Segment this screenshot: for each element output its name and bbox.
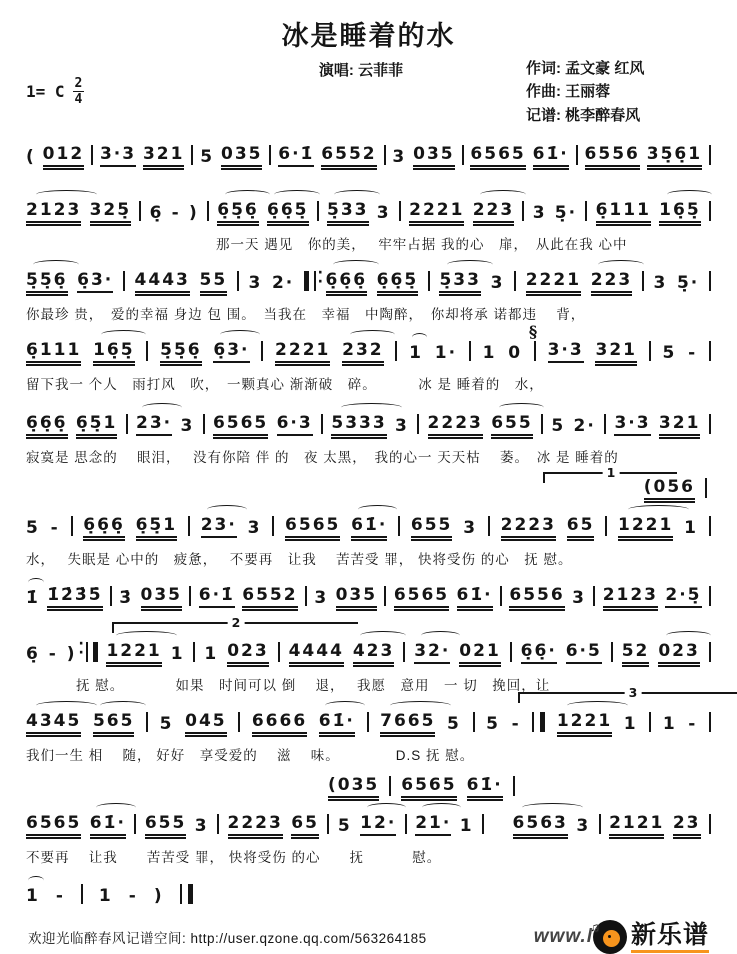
- note-token: 3·3: [548, 340, 584, 363]
- note-token: 5̣5̣6̣: [26, 270, 68, 293]
- note-token: 61̇·: [533, 144, 569, 167]
- note-token: -: [48, 643, 58, 664]
- barline: [191, 145, 193, 165]
- note-token: 1: [482, 342, 497, 363]
- note-token: -: [688, 713, 698, 734]
- barline: [317, 201, 319, 221]
- barline: [709, 341, 711, 361]
- note-token: 012: [43, 144, 85, 167]
- note-token: 2123: [26, 200, 81, 223]
- music-note-icon: ♫: [589, 919, 599, 934]
- note-token: 6̣6̣6̣: [26, 413, 68, 436]
- note-token: -: [50, 517, 60, 538]
- barline: [709, 145, 711, 165]
- barline: [513, 776, 515, 796]
- repeat-start-barline: [304, 271, 316, 291]
- segno-icon: §: [528, 321, 538, 341]
- note-token: 321: [143, 144, 185, 167]
- vinyl-record-icon: [589, 919, 627, 954]
- note-token: 3: [392, 146, 407, 167]
- note-token: 16̣5̣: [93, 340, 135, 363]
- barline: [709, 642, 711, 662]
- note-token: 1: [459, 815, 474, 836]
- note-token: 565: [93, 711, 135, 734]
- note-token: 35̣6̣1: [647, 144, 702, 167]
- note-token: 1: [662, 713, 677, 734]
- note-token: 2223: [428, 413, 483, 436]
- note-token: (056: [644, 477, 695, 500]
- barline: [189, 586, 191, 606]
- note-token: 6565: [401, 775, 456, 798]
- barline: [269, 145, 271, 165]
- system-5: [26, 406, 711, 463]
- note-token: 6̣6̣5̣: [267, 200, 309, 223]
- logo-text: 新乐谱: [631, 921, 709, 953]
- note-token: 2121: [609, 813, 664, 836]
- song-title: 冰是睡着的水: [281, 21, 456, 52]
- note-token: 1·: [434, 342, 458, 363]
- note-token: 1221: [106, 641, 161, 664]
- lyrics-line: 留下我一 个人 雨打风 吹， 一颗真心 渐渐破 碎。 冰 是 睡着的 水，: [26, 376, 544, 392]
- note-token: 3: [532, 202, 547, 223]
- barline: [237, 271, 239, 291]
- barline: [604, 414, 606, 434]
- note-token: 6·5: [566, 641, 602, 664]
- note-token: 5: [486, 713, 500, 734]
- system-1: [26, 137, 711, 175]
- note-token: 6̣6̣5̣: [377, 270, 419, 293]
- note-token: 61̇·: [467, 775, 503, 798]
- note-token: 6̣3·: [213, 340, 249, 363]
- barline: [367, 712, 369, 732]
- barline: [146, 341, 148, 361]
- barline: [71, 516, 73, 536]
- note-token: 6̣: [26, 643, 40, 664]
- note-token: 2221: [526, 270, 581, 293]
- note-token: 1221: [557, 711, 612, 734]
- note-token: 61̇·: [90, 813, 126, 836]
- barline: [593, 586, 595, 606]
- barline: [611, 642, 613, 662]
- transcriber-credit: 记谱: 桃李醉春风: [526, 106, 641, 124]
- lyrics-line: 寂寞是 思念的 眼泪， 没有你陪 伴 的 夜 太黑， 我的心一 天天枯 萎。 冰 是 睡着的: [26, 449, 619, 465]
- note-token: -: [511, 713, 521, 734]
- note-token: 6·1̇: [278, 144, 314, 167]
- note-token: 1̇: [26, 587, 40, 608]
- barline: [126, 414, 128, 434]
- credits-block: [526, 57, 711, 127]
- barline: [305, 586, 307, 606]
- notes-row: [26, 704, 711, 742]
- note-token: 6666: [252, 711, 307, 734]
- site-note-link[interactable]: 欢迎光临醉春风记谱空间: http://user.qzone.qq.com/563264185: [28, 930, 427, 946]
- note-token: 1: [623, 713, 638, 734]
- barline: [585, 201, 587, 221]
- note-token: 035: [413, 144, 455, 167]
- note-token: ): [188, 202, 199, 223]
- note-token: 6552: [242, 585, 297, 608]
- notes-row: [26, 578, 711, 616]
- barline: [500, 586, 502, 606]
- note-token: 2223: [501, 515, 556, 538]
- note-token: 3: [463, 517, 478, 538]
- note-token: 3: [248, 272, 263, 293]
- lyrics-line: 我们一生 相 随， 好好 享受爱的 滋 味。 D.S 抚 慰。: [26, 747, 475, 763]
- note-token: 655: [145, 813, 187, 836]
- note-token: 7665: [380, 711, 435, 734]
- note-token: 5: [159, 713, 174, 734]
- barline: [709, 712, 711, 732]
- note-token: 6·3: [277, 413, 313, 436]
- barline: [705, 478, 707, 498]
- note-token: 5̣·: [676, 272, 700, 293]
- note-token: 6552: [321, 144, 376, 167]
- note-token: 3: [180, 415, 195, 436]
- note-token: 021: [459, 641, 501, 664]
- note-token: 52: [622, 641, 650, 664]
- note-token: 023: [227, 641, 269, 664]
- lyrics-line: 你最珍 贵， 爱的幸福 身边 包 围。 当我在 幸福 中陶醉， 你却将承 诺都违 背，: [26, 306, 586, 322]
- pickup-row: [26, 774, 711, 804]
- footer: [26, 916, 711, 954]
- note-token: -: [128, 885, 138, 906]
- note-token: 3·3: [100, 144, 136, 167]
- note-token: 3: [314, 587, 329, 608]
- barline: [395, 341, 397, 361]
- note-token: 6565: [26, 813, 81, 836]
- note-token: 1: [684, 517, 698, 538]
- note-token: 045: [185, 711, 227, 734]
- note-token: 2123: [603, 585, 658, 608]
- barline: [110, 586, 112, 606]
- barline: [642, 271, 644, 291]
- note-token: 3: [247, 517, 262, 538]
- note-token: 6̣5̣6̣: [217, 200, 259, 223]
- barline: [417, 414, 419, 434]
- barline: [405, 814, 407, 834]
- note-token: 65: [567, 515, 595, 538]
- pickup-notes: [328, 775, 515, 804]
- time-signature: [73, 77, 85, 106]
- note-token: 035: [221, 144, 263, 167]
- barline: [217, 814, 219, 834]
- system-10: [26, 774, 711, 863]
- volta-number: 1: [603, 465, 620, 480]
- note-token: 5: [662, 342, 677, 363]
- barline: [134, 814, 136, 834]
- note-token: 4444: [289, 641, 344, 664]
- note-token: 5: [337, 815, 352, 836]
- note-token: 5: [447, 713, 461, 734]
- barline: [709, 414, 711, 434]
- volta-bracket: [518, 684, 737, 703]
- volta-number: 2: [228, 615, 245, 630]
- volta-number: 3: [625, 685, 642, 700]
- note-token: 4345: [26, 711, 81, 734]
- barline: [403, 642, 405, 662]
- note-token: 1: [204, 643, 219, 664]
- barline: [709, 201, 711, 221]
- notes-row: [26, 806, 711, 844]
- lyrics-line: 抚 慰。 如果 时间可以 倒 退， 我愿 意用 一 切 挽回，让: [76, 677, 551, 693]
- barline: [272, 516, 274, 536]
- note-token: 223: [591, 270, 633, 293]
- system-11: [26, 876, 711, 914]
- note-token: 6̣111: [26, 340, 81, 363]
- note-token: 1: [170, 643, 185, 664]
- note-token: 5̣33: [439, 270, 481, 293]
- barline: [522, 201, 524, 221]
- barline: [510, 642, 512, 662]
- note-token: 2221: [275, 340, 330, 363]
- key-signature: [26, 57, 196, 127]
- note-token: 6̣3·: [77, 270, 113, 293]
- notes-row: [26, 193, 711, 231]
- barline: [605, 516, 607, 536]
- note-token: 3: [653, 272, 668, 293]
- note-token: 3: [395, 415, 409, 436]
- barline: [514, 271, 516, 291]
- note-token: 3·3: [614, 413, 650, 436]
- note-token: 6̣111: [596, 200, 651, 223]
- note-token: 6565: [394, 585, 449, 608]
- note-token: 23·: [201, 515, 237, 538]
- note-token: 2221: [409, 200, 464, 223]
- barline: [541, 414, 543, 434]
- note-token: 3: [576, 815, 591, 836]
- note-token: -: [55, 885, 65, 906]
- barline: [188, 516, 190, 536]
- barline: [709, 271, 711, 291]
- notes-row: [26, 406, 711, 444]
- barline: [238, 712, 240, 732]
- watermark-text: www.l: [533, 925, 593, 947]
- barline: [709, 814, 711, 834]
- barline: [709, 586, 711, 606]
- note-token: 6565: [285, 515, 340, 538]
- barline: [599, 814, 601, 834]
- barline: [389, 776, 391, 796]
- note-token: 32·: [414, 641, 450, 664]
- note-token: 3: [490, 272, 505, 293]
- note-token: 321: [659, 413, 701, 436]
- note-token: 6565: [213, 413, 268, 436]
- note-token: 5̣33: [327, 200, 369, 223]
- notes-row: [26, 634, 711, 672]
- note-token: 5: [26, 517, 40, 538]
- singer-credit: 演唱: 云菲菲: [318, 62, 404, 79]
- barline: [123, 271, 125, 291]
- note-token: 2·: [271, 272, 295, 293]
- barline: [428, 271, 430, 291]
- note-token: 0: [508, 342, 523, 363]
- note-token: 035: [336, 585, 378, 608]
- pickup-row: [26, 464, 711, 506]
- note-token: 12·: [360, 813, 396, 836]
- note-token: 2·5̣: [665, 585, 701, 608]
- time-sig-numerator: 2: [74, 76, 83, 92]
- note-token: (035: [328, 775, 379, 798]
- barline: [528, 321, 538, 361]
- note-token: 423: [353, 641, 395, 664]
- time-sig-denominator: 4: [74, 92, 83, 108]
- note-token: -: [171, 202, 181, 223]
- barline: [146, 712, 148, 732]
- note-token: 655: [491, 413, 533, 436]
- barline: [649, 712, 651, 732]
- note-token: 5333: [331, 413, 386, 436]
- note-token: 6̣: [149, 202, 164, 223]
- publisher-logo: [534, 920, 709, 954]
- note-token: 6556: [509, 585, 564, 608]
- notes-row: [26, 321, 711, 371]
- note-token: 6565: [470, 144, 525, 167]
- barline: [488, 516, 490, 536]
- note-token: 21·: [415, 813, 451, 836]
- barline: [399, 201, 401, 221]
- note-token: 6556: [585, 144, 640, 167]
- note-token: 2223: [228, 813, 283, 836]
- barline: [709, 516, 711, 536]
- notes-row: [26, 876, 711, 914]
- note-token: 1: [26, 885, 40, 906]
- note-token: 3̇: [119, 587, 134, 608]
- repeat-end-barline: [86, 642, 98, 662]
- note-token: 4443: [135, 270, 190, 293]
- notes-row: [26, 137, 711, 175]
- note-token: 61̇·: [457, 585, 493, 608]
- note-token: 5̣5̣6̣: [160, 340, 202, 363]
- barline: [139, 201, 141, 221]
- note-token: 23: [673, 813, 701, 836]
- barline: [576, 145, 578, 165]
- system-7: [26, 578, 711, 616]
- final-barline: [532, 712, 545, 732]
- note-token: 61̇·: [351, 515, 387, 538]
- note-token: 325̣: [90, 200, 132, 223]
- barline: [261, 341, 263, 361]
- note-token: 16̣5̣: [659, 200, 701, 223]
- barline: [473, 712, 475, 732]
- notes-row: [26, 263, 711, 301]
- note-token: 1̇2̇3̇5̇: [47, 585, 102, 608]
- note-token: 5: [551, 415, 566, 436]
- barline: [203, 414, 205, 434]
- note-token: 55: [200, 270, 228, 293]
- composer-credit: 作曲: 王丽蓉: [526, 83, 611, 101]
- note-token: 3: [376, 202, 391, 223]
- score: [26, 137, 711, 914]
- note-token: 2·: [573, 415, 596, 436]
- pickup-notes: [644, 477, 707, 506]
- note-token: 6̣6̣6̣: [326, 270, 368, 293]
- barline: [649, 341, 651, 361]
- note-token: 65: [291, 813, 319, 836]
- note-token: 6563: [513, 813, 568, 836]
- barline: [91, 145, 93, 165]
- note-token: 655: [411, 515, 453, 538]
- barline: [384, 145, 386, 165]
- system-4: [26, 321, 711, 392]
- note-token: 3: [572, 587, 586, 608]
- note-token: 6̣6̣·: [521, 641, 557, 664]
- notes-row: [26, 508, 711, 546]
- note-token: 5̣·: [554, 202, 578, 223]
- note-token: 023: [658, 641, 700, 664]
- note-token: 1: [98, 885, 113, 906]
- barline: [207, 201, 209, 221]
- note-token: 1: [409, 342, 424, 363]
- system-2: [26, 193, 711, 250]
- barline: [321, 414, 323, 434]
- note-token: 6·1̇: [199, 585, 235, 608]
- note-token: -: [688, 342, 698, 363]
- system-6: [26, 464, 711, 567]
- note-token: ): [66, 643, 77, 664]
- barline: [278, 642, 280, 662]
- barline: [462, 145, 464, 165]
- note-token: 5: [200, 146, 215, 167]
- lyrics-line: 那一天 遇见 你的美， 牢牢占据 我的心 扉， 从此在我 心中: [216, 236, 628, 252]
- note-token: 035: [141, 585, 183, 608]
- note-token: (: [26, 146, 36, 167]
- system-3: [26, 263, 711, 320]
- barline: [81, 884, 83, 904]
- lyrics-line: 水， 失眠是 心中的 疲惫， 不要再 让我 苦苦受 罪， 快将受伤 的心 抚 慰。: [26, 551, 573, 567]
- note-token: 1221: [618, 515, 673, 538]
- note-token: 6̣5̣1: [136, 515, 178, 538]
- final-barline: [180, 884, 193, 904]
- lyrics-line: 不要再 让我 苦苦受 罪， 快将受伤 的心 抚 慰。: [26, 849, 442, 865]
- lyricist-credit: 作词: 孟文豪 红风: [526, 60, 645, 77]
- note-token: 321: [595, 340, 637, 363]
- note-token: 3: [194, 815, 209, 836]
- note-token: 6̣6̣6̣: [83, 515, 125, 538]
- key-label: 1= C: [26, 82, 65, 102]
- note-token: 232: [342, 340, 384, 363]
- note-token: 6̣5̣1: [76, 413, 118, 436]
- note-token: 23·: [136, 413, 172, 436]
- barline: [469, 341, 471, 361]
- note-token: 61̇·: [319, 711, 355, 734]
- barline: [384, 586, 386, 606]
- system-8: [26, 614, 711, 693]
- header-row: [26, 57, 711, 127]
- barline: [482, 814, 484, 834]
- barline: [327, 814, 329, 834]
- barline: [193, 642, 195, 662]
- note-token: ): [153, 885, 164, 906]
- barline: [398, 516, 400, 536]
- note-token: 223: [473, 200, 515, 223]
